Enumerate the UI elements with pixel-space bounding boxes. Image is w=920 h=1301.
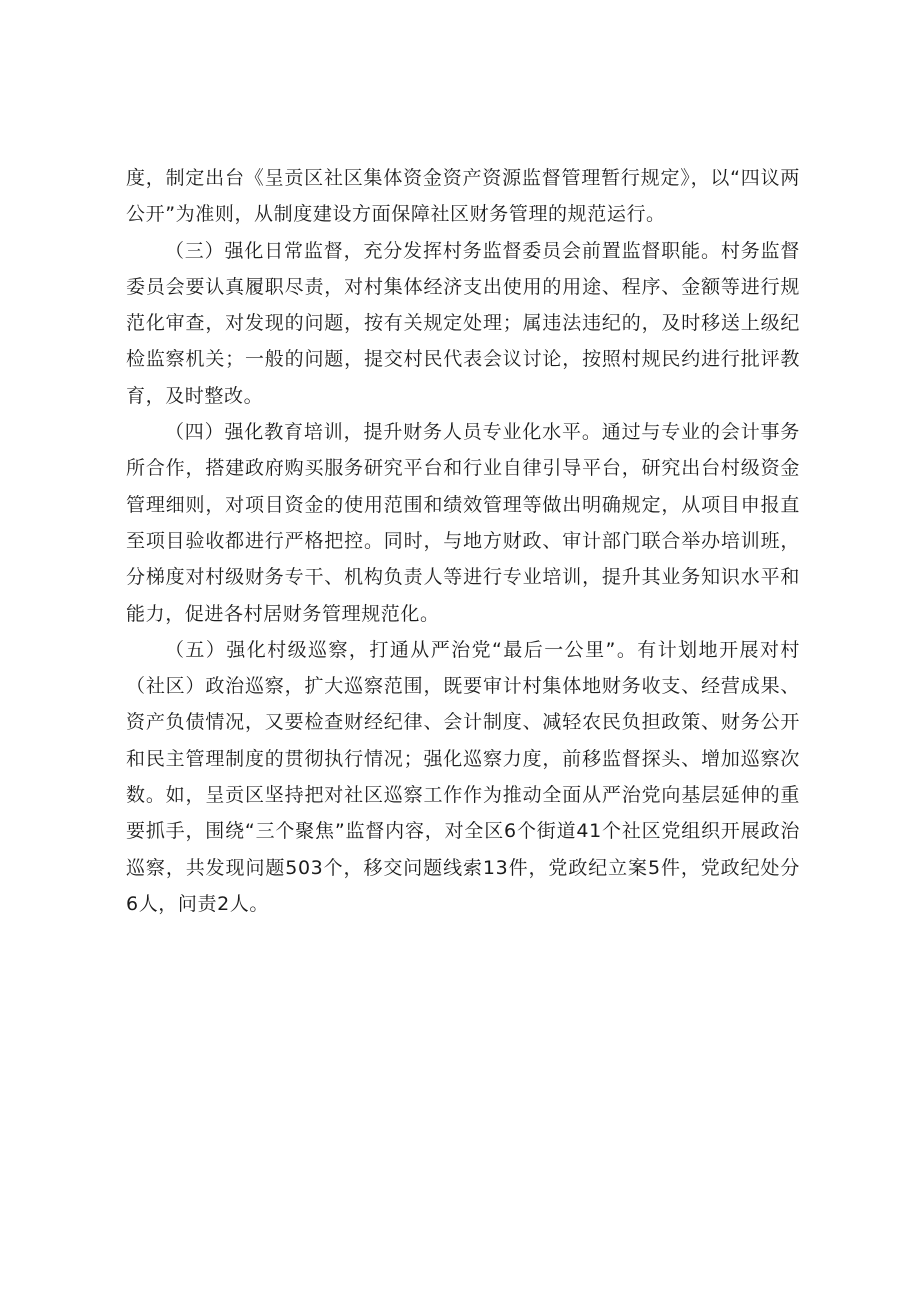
paragraph-daily-supervision: （三）强化日常监督，充分发挥村务监督委员会前置监督职能。村务监督委员会要认真履职尽责，对村集体经济支出使用的用途、程序、金额等进行规范化审查，对发现的问题，按有关规定处理；属违法违纪的，及时移送上级纪检监察机关；一般的问题，提交村民代表会议讨论，按照村规民约进行批评教育，及时整改。 [126, 239, 800, 407]
document-body [126, 160, 800, 922]
paragraph-village-inspection: （五）强化村级巡察，打通从严治党“最后一公里”。有计划地开展对村（社区）政治巡察，扩大巡察范围，既要审计村集体地财务收支、经营成果、资产负债情况，又要检查财经纪律、会计制度、减轻农民负担政策、财务公开和民主管理制度的贯彻执行情况；强化巡察力度，前移监督探头、增加巡察次数。如，呈贡区坚持把对社区巡察工作作为推动全面从严治党向基层延伸的重要抓手，围绕“三个聚焦”监督内容，对全区6个街道41个社区党组织开展政治巡察，共发现问题503个，移交问题线索13件，党政纪立案5件，党政纪处分6人，问责2人。 [126, 638, 800, 915]
paragraph-education-training: （四）强化教育培训，提升财务人员专业化水平。通过与专业的会计事务所合作，搭建政府购买服务研究平台和行业自律引导平台，研究出台村级资金管理细则，对项目资金的使用范围和绩效管理等做出明确规定，从项目申报直至项目验收都进行严格把控。同时，与地方财政、审计部门联合举办培训班，分梯度对村级财务专干、机构负责人等进行专业培训，提升其业务知识水平和能力，促进各村居财务管理规范化。 [126, 421, 800, 625]
paragraph-continuation: 度，制定出台《呈贡区社区集体资金资产资源监督管理暂行规定》，以“四议两公开”为准则，从制度建设方面保障社区财务管理的规范运行。 [126, 167, 800, 226]
